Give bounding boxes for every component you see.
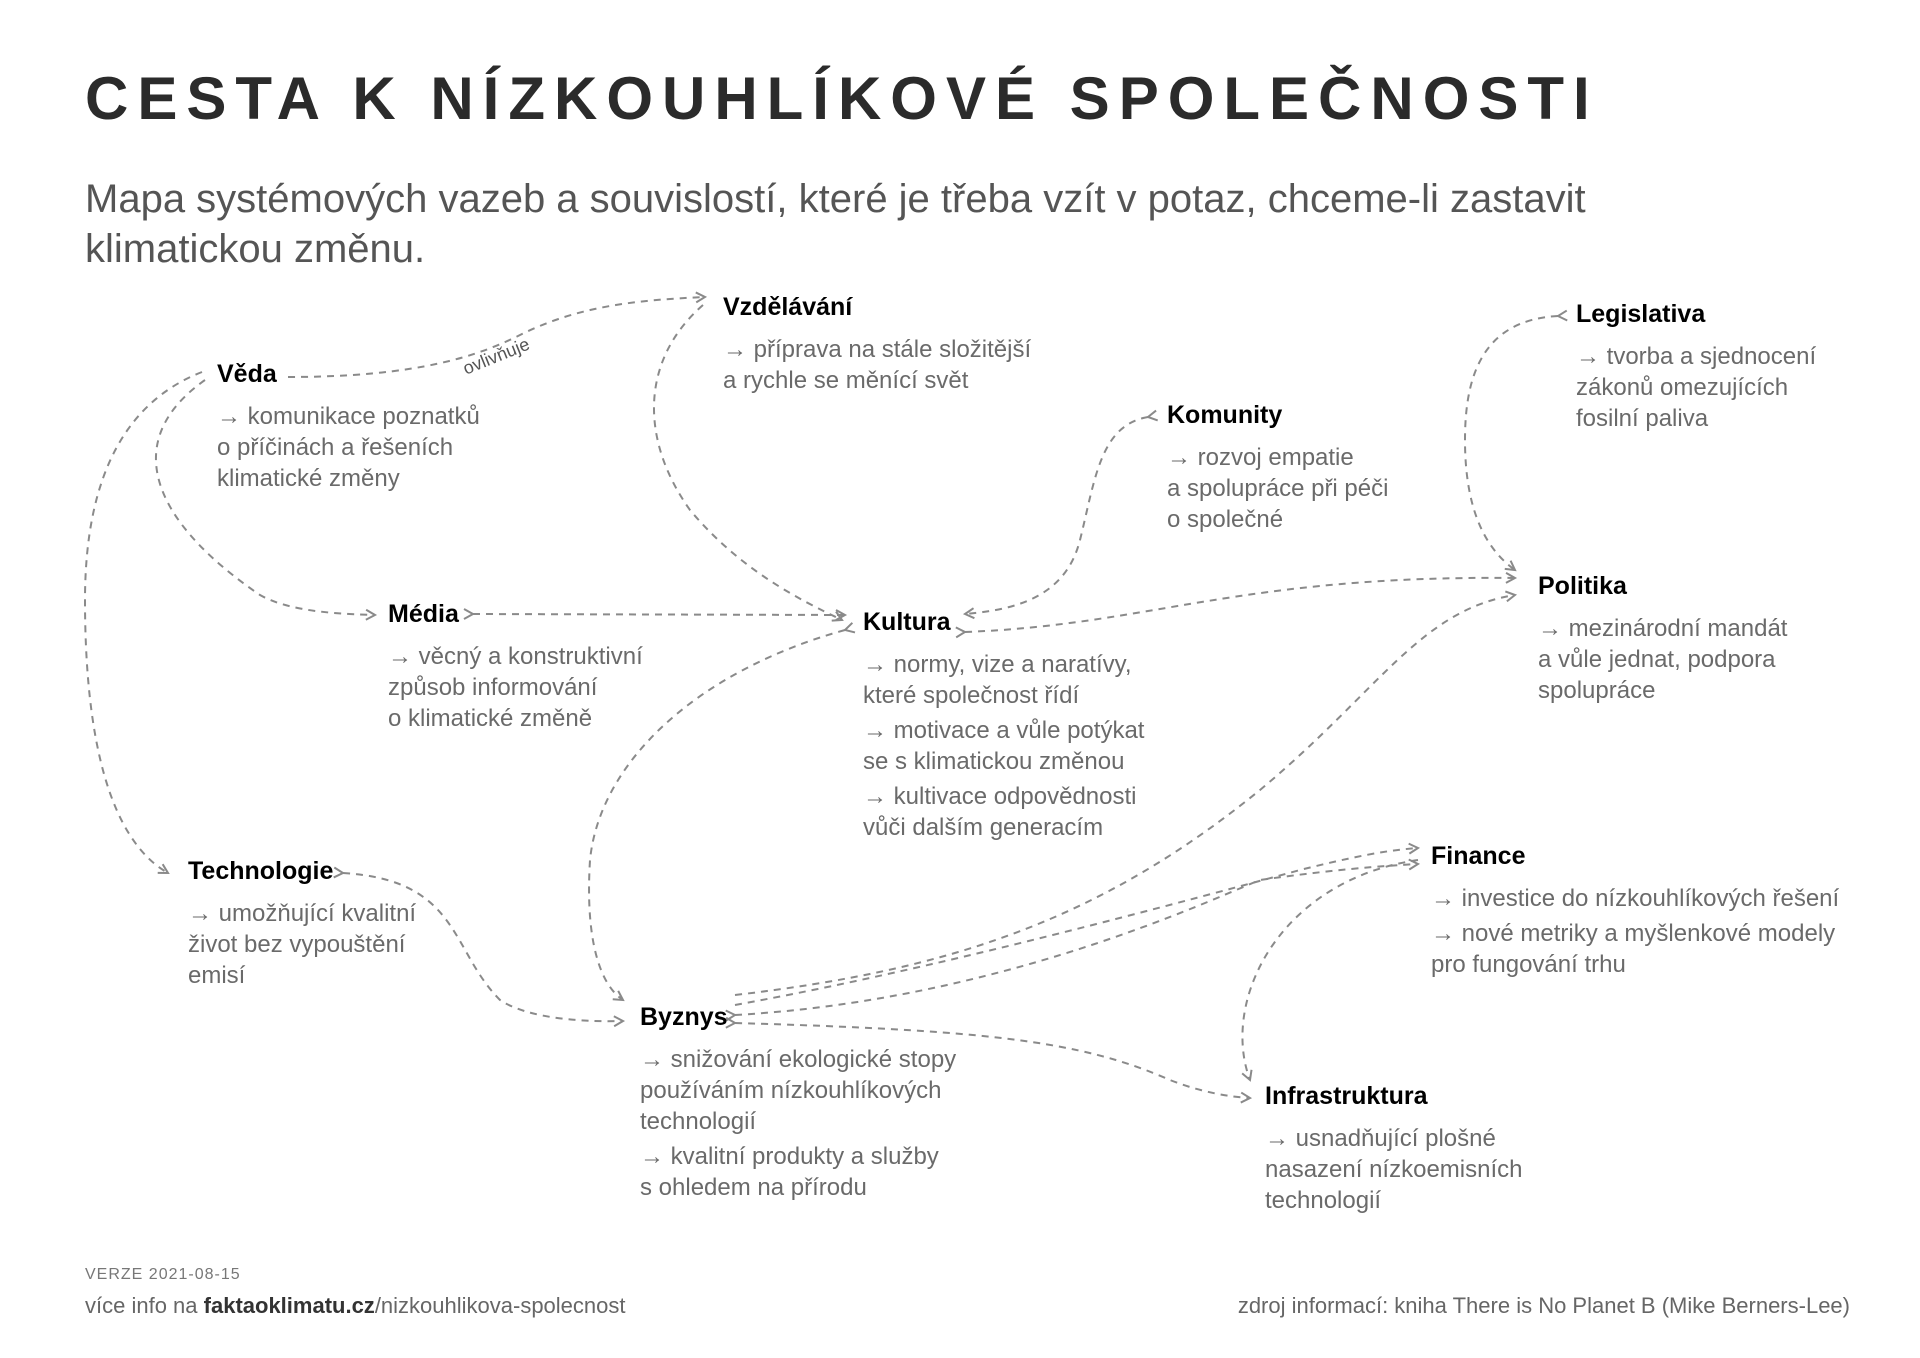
node-title: Média (388, 600, 459, 628)
node-technologie (188, 857, 488, 995)
node-title: Legislativa (1576, 300, 1706, 328)
node-title: Komunity (1167, 401, 1283, 429)
info-path: /nizkouhlikova-spolecnost (374, 1293, 626, 1318)
edge-finance-infrastruktura (1242, 860, 1418, 1080)
node-finance (1431, 842, 1881, 984)
edge-byznys-finance-top (735, 848, 1418, 1005)
node-title: Vzdělávání (723, 293, 853, 321)
node-text: → normy, vize a naratívy, které společnost řídí (863, 651, 1132, 709)
node-title: Infrastruktura (1265, 1082, 1428, 1110)
edge-label-ovlivnuje: ovlivňuje (460, 333, 533, 379)
version-label: VERZE 2021-08-15 (85, 1266, 241, 1283)
node-legislativa (1576, 300, 1876, 438)
node-text: → příprava na stále složitější a rychle se měnící svět (723, 336, 1032, 394)
node-text: → komunikace poznatků o příčinách a řešeních klimatické změny (217, 403, 480, 492)
info-link[interactable] (85, 1293, 626, 1319)
node-media (388, 600, 708, 738)
node-text: → motivace a vůle potýkat se s klimatickou změnou (863, 717, 1145, 775)
node-title: Politika (1538, 572, 1627, 600)
node-text: → mezinárodní mandát a vůle jednat, podpora spolupráce (1538, 615, 1788, 704)
node-text: → rozvoj empatie a spolupráce při péči o společné (1167, 444, 1389, 533)
node-kultura (863, 608, 1193, 847)
node-text: → kultivace odpovědnosti vůči dalším generacím (863, 783, 1137, 841)
node-byznys (640, 1003, 980, 1207)
node-title: Kultura (863, 608, 951, 636)
node-text: → tvorba a sjednocení zákonů omezujících fosilní paliva (1576, 343, 1817, 432)
node-text: → kvalitní produkty a služby s ohledem na přírodu (640, 1143, 939, 1201)
node-infrastruktura (1265, 1082, 1585, 1220)
node-title: Technologie (188, 857, 334, 885)
node-veda (217, 360, 517, 498)
page-title: CESTA K NÍZKOUHLÍKOVÉ SPOLEČNOSTI (85, 65, 1599, 132)
node-politika (1538, 572, 1858, 710)
edge-komunity-kultura (965, 417, 1148, 614)
node-text: → umožňující kvalitní život bez vypouštění emisí (188, 900, 417, 989)
info-prefix: více info na (85, 1293, 204, 1318)
node-text: → usnadňující plošné nasazení nízkoemisních technologií (1265, 1125, 1523, 1214)
edge-legislativa-politika (1465, 316, 1558, 570)
node-title: Byznys (640, 1003, 728, 1031)
page-subtitle: Mapa systémových vazeb a souvislostí, které je třeba vzít v potaz, chceme-li zastavit klimatickou změnu. (85, 177, 1586, 271)
node-komunity (1167, 401, 1467, 539)
node-text: → nové metriky a myšlenkové modely pro fungování trhu (1431, 920, 1836, 978)
source-note: zdroj informací: kniha There is No Planet B (Mike Berners-Lee) (1237, 1293, 1850, 1318)
node-title: Věda (217, 360, 277, 388)
node-title: Finance (1431, 842, 1526, 870)
node-text: → věcný a konstruktivní způsob informování o klimatické změně (388, 643, 643, 732)
node-text: → snižování ekologické stopy používáním nízkouhlíkových technologií (640, 1046, 957, 1135)
edge-byznys-finance-bottom (735, 864, 1418, 1015)
node-text: → investice do nízkouhlíkových řešení (1431, 885, 1840, 912)
edge-veda-technologie (85, 372, 202, 873)
info-domain: faktaoklimatu.cz (203, 1293, 375, 1318)
node-vzdelavani (723, 293, 1063, 400)
